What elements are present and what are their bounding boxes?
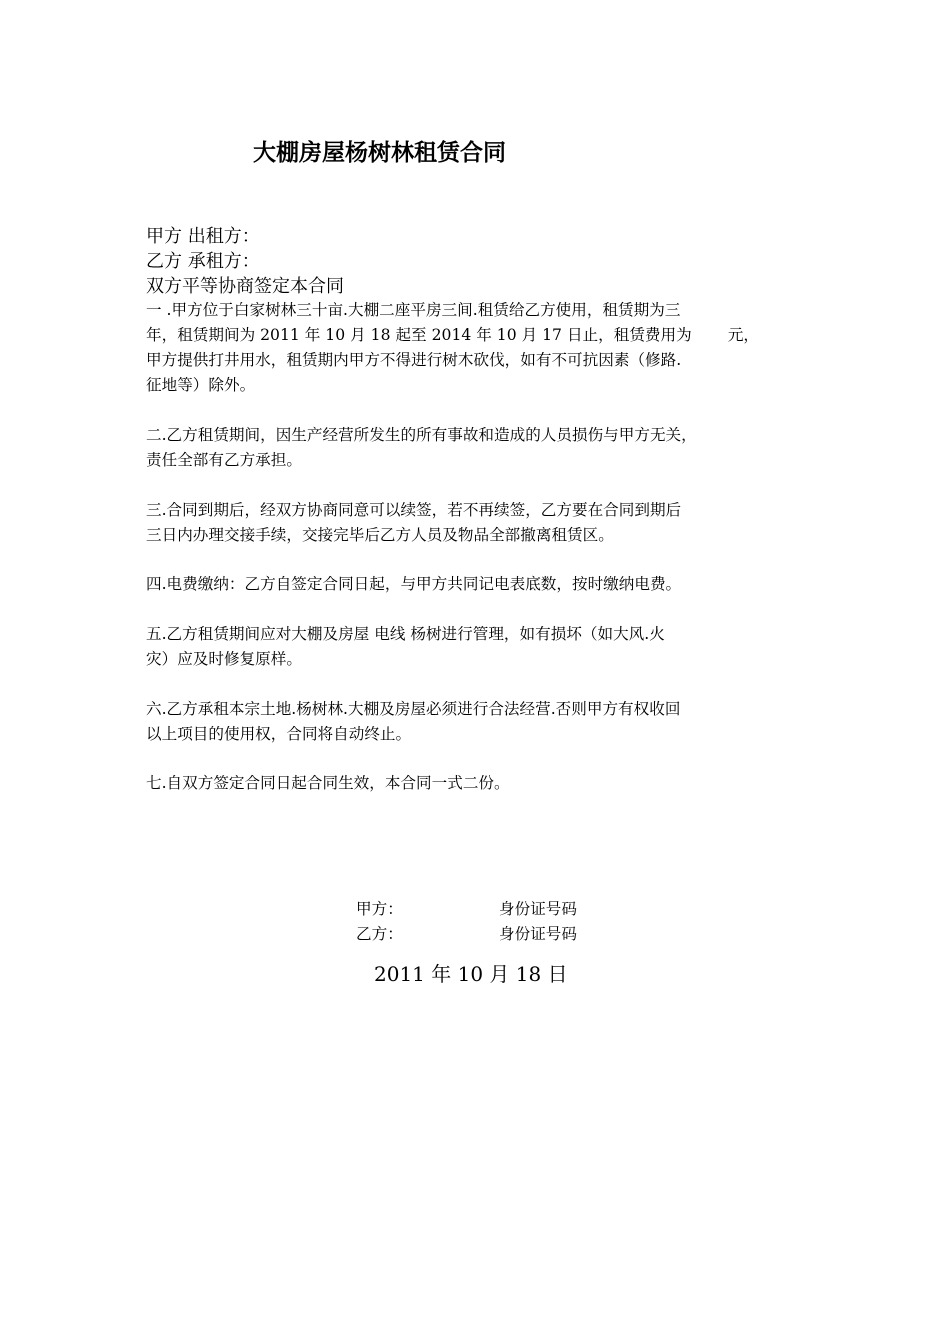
clause-3-line: 三日内办理交接手续，交接完毕后乙方人员及物品全部撤离租赁区。 (146, 526, 614, 544)
clause-6-line: 以上项目的使用权，合同将自动终止。 (146, 725, 412, 743)
clause-5-line: 五.乙方租赁期间应对大棚及房屋 电线 杨树进行管理，如有损坏（如大风.火 (146, 625, 665, 643)
clause-5-line: 灾）应及时修复原样。 (146, 650, 302, 668)
clause-7 (146, 771, 810, 796)
party-b-line: 乙方 承租方： (146, 251, 260, 272)
clause-1-line: 年，租赁期间为 2011 年 10 月 18 起至 2014 年 10 月 17 日止，租赁费用为 元， (146, 326, 760, 344)
signature-party-a-label: 甲方： (356, 900, 403, 918)
clause-7-line: 七.自双方签定合同日起合同生效，本合同一式二份。 (146, 774, 510, 792)
clause-2 (146, 423, 810, 473)
clause-4-line: 四.电费缴纳：乙方自签定合同日起，与甲方共同记电表底数，按时缴纳电费。 (146, 575, 682, 593)
clause-6-line: 六.乙方承租本宗土地.杨树林.大棚及房屋必须进行合法经营.否则甲方有权收回 (146, 700, 681, 718)
clause-5 (146, 622, 810, 672)
signature-id-label-b: 身份证号码 (499, 925, 577, 943)
clause-1-line: 一 .甲方位于白家树林三十亩.大棚二座平房三间.租赁给乙方使用，租赁期为三 (146, 301, 681, 319)
clause-1-line: 甲方提供打井用水，租赁期内甲方不得进行树木砍伐，如有不可抗因素（修路. (146, 351, 682, 369)
clause-4 (146, 572, 810, 597)
intro-line: 双方平等协商签定本合同 (146, 276, 344, 297)
signing-date: 2011 年 10 月 18 日 (374, 962, 568, 986)
clause-3-line: 三.合同到期后，经双方协商同意可以续签，若不再续签，乙方要在合同到期后 (146, 501, 682, 519)
clause-2-line: 责任全部有乙方承担。 (146, 451, 302, 469)
signature-party-b-label: 乙方： (356, 925, 403, 943)
clause-6 (146, 697, 810, 747)
clause-1-line: 征地等）除外。 (146, 376, 256, 394)
document-title: 大棚房屋杨树林租赁合同 (253, 140, 506, 166)
clause-2-line: 二.乙方租赁期间，因生产经营所发生的所有事故和造成的人员损伤与甲方无关， (146, 426, 697, 444)
party-a-line: 甲方 出租方： (146, 226, 260, 247)
signature-id-label-a: 身份证号码 (499, 900, 577, 918)
clause-1 (146, 298, 810, 398)
clause-3 (146, 498, 810, 548)
